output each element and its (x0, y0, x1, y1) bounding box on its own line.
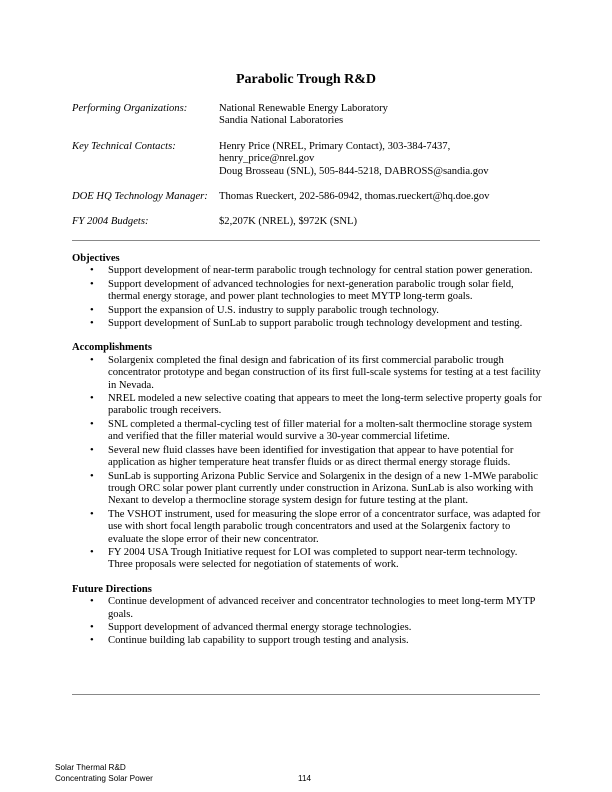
section-heading: Future Directions (72, 583, 152, 595)
bullet-icon: • (90, 596, 94, 608)
divider-top (72, 240, 540, 241)
list-item (72, 622, 542, 634)
list-item-text: Support development of advanced technologies for next-generation parabolic trough solar field, thermal energy storage, and power plant technologies to meet MYTP long-term goals. (108, 278, 514, 303)
list-item-text: SNL completed a thermal-cycling test of filler material for a molten-salt thermocline storage system and verified that the filler material would survive a 30-year commercial lifetime. (108, 418, 533, 443)
meta-value (219, 103, 542, 128)
list-item-text: Continue building lab capability to support trough testing and analysis. (108, 635, 409, 647)
list-item-text: Support development of SunLab to support parabolic trough technology development and testing. (108, 318, 523, 330)
list-item (72, 265, 542, 277)
footer-line-1: Solar Thermal R&D (55, 763, 126, 772)
footer-left (55, 762, 153, 784)
meta-row (72, 141, 542, 178)
list-item-text: Several new fluid classes have been identified for investigation that appear to have potential for application as higher temperature heat transfer fluids or as direct thermal energy storage fluids. (108, 444, 514, 469)
list-item-text: SunLab is supporting Arizona Public Service and Solargenix in the design of a new 1-MWe parabolic trough ORC solar power plant currently under construction in Arizona. SunLab is also working with Nexant to develop a thermocline storage system design for future testing at the plant. (108, 470, 538, 507)
list-item (72, 509, 542, 546)
page-title: Parabolic Trough R&D (235, 72, 376, 87)
section-heading: Objectives (72, 253, 120, 264)
meta-value-line: National Renewable Energy Laboratory (219, 103, 388, 114)
meta-label: Key Technical Contacts: (72, 140, 176, 152)
bullet-icon: • (90, 635, 94, 647)
bullet-icon: • (90, 265, 94, 277)
meta-value-line: henry_price@nrel.gov (219, 153, 315, 165)
bullet-icon: • (90, 318, 94, 330)
document-body (72, 253, 542, 660)
meta-row (72, 103, 542, 128)
meta-value-line: Henry Price (NREL, Primary Contact), 303-384-7437, (219, 140, 451, 152)
list-item (72, 393, 542, 418)
bullet-icon: • (90, 354, 94, 366)
meta-value (219, 216, 542, 228)
meta-value-line: $2,207K (NREL), $972K (SNL) (219, 216, 357, 228)
meta-label: DOE HQ Technology Manager: (72, 191, 208, 203)
list-item (72, 635, 542, 647)
bullet-icon: • (90, 508, 94, 520)
bullet-list (72, 596, 542, 648)
bullet-icon: • (90, 444, 94, 456)
meta-row (72, 216, 542, 228)
list-item-text: Support development of advanced thermal energy storage technologies. (108, 621, 412, 633)
bullet-icon: • (90, 546, 94, 558)
list-item-text: Continue development of advanced receiver and concentrator technologies to meet long-term MYTP goals. (108, 596, 536, 620)
list-item (72, 547, 542, 572)
divider-bottom (72, 694, 540, 695)
list-item (72, 471, 542, 508)
meta-row (72, 191, 542, 203)
bullet-icon: • (90, 304, 94, 316)
list-item-text: NREL modeled a new selective coating that appears to meet the long-term selective property goals for parabolic trough receivers. (108, 393, 542, 417)
page-number: 114 (298, 774, 312, 783)
list-item-text: The VSHOT instrument, used for measuring the slope error of a concentrator surface, was adapted for use with short focal length parabolic trough concentrators and used at the Solargenix factory to evaluate the slope error of their new concentrator. (108, 508, 541, 545)
list-item (72, 596, 542, 621)
bullet-icon: • (90, 470, 94, 482)
list-item (72, 419, 542, 444)
list-item-text: FY 2004 USA Trough Initiative request for LOI was completed to support near-term technology. Three proposals were selected for negotiation of statements of work. (108, 546, 518, 571)
list-item (72, 305, 542, 317)
meta-value-line: Thomas Rueckert, 202-586-0942, thomas.rueckert@hq.doe.gov (219, 191, 490, 203)
bullet-icon: • (90, 418, 94, 430)
footer-line-2: Concentrating Solar Power (55, 774, 153, 783)
meta-label: FY 2004 Budgets: (72, 216, 149, 228)
section-heading: Accomplishments (72, 342, 153, 354)
bullet-icon: • (90, 621, 94, 633)
bullet-icon: • (90, 278, 94, 290)
bullet-icon: • (90, 393, 94, 405)
meta-value-line: Doug Brosseau (SNL), 505-844-5218, DABROSS@sandia.gov (219, 165, 489, 177)
list-item-text: Support the expansion of U.S. industry to supply parabolic trough technology. (108, 304, 439, 316)
meta-value-line: Sandia National Laboratories (219, 115, 344, 127)
list-item (72, 355, 542, 392)
list-item-text: Solargenix completed the final design and fabrication of its first commercial parabolic trough concentrator prototype and began construction of its first full-scale systems for testing at a test facility in Nevada. (108, 354, 541, 391)
meta-value (219, 141, 542, 178)
list-item (72, 279, 542, 304)
list-item (72, 445, 542, 470)
bullet-list (72, 265, 542, 330)
bullet-list (72, 355, 542, 572)
meta-label: Performing Organizations: (72, 103, 188, 114)
meta-value (219, 191, 542, 203)
list-item (72, 318, 542, 330)
list-item-text: Support development of near-term parabolic trough technology for central station power generation. (108, 265, 533, 277)
project-info (72, 103, 542, 242)
